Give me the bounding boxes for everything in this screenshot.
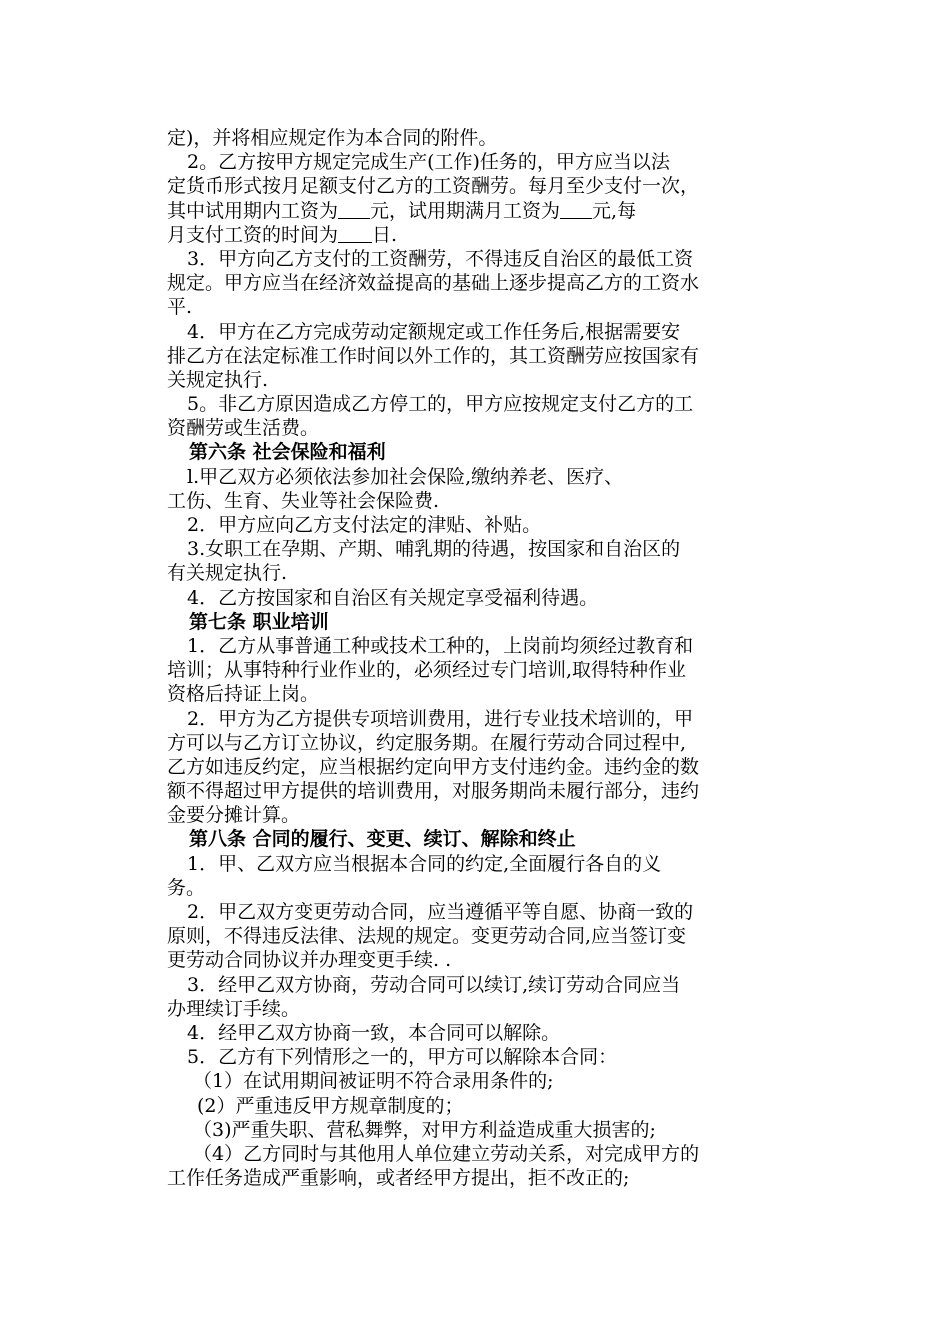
text-line: 有关规定执行. [167,562,288,585]
text-line [167,199,807,223]
text-line: 方可以与乙方订立协议，约定服务期。在履行劳动合同过程中, [167,731,687,754]
text-line: 定货币形式按月足额支付乙方的工资酬劳。每月至少支付一次， [167,175,700,198]
fill-blank-pay-day [338,224,372,243]
text-segment: 月支付工资的时间为 [167,223,339,246]
text-segment: 元,每 [592,199,637,222]
fill-blank-monthly-wage [560,200,592,219]
text-line: 原则，不得违反法律、法规的规定。变更劳动合同,应当签订变 [167,925,687,948]
text-line: 定)，并将相应规定作为本合同的附件。 [167,127,498,149]
fill-blank-trial-wage [338,200,370,219]
text-line: 工作任务造成严重影响，或者经甲方提出，拒不改正的; [167,1167,630,1190]
text-line: 乙方如违反约定，应当根据约定向甲方支付违约金。违约金的数 [167,755,700,778]
text-line: 3．甲方向乙方支付的工资酬劳，不得违反自治区的最低工资 [187,247,694,270]
text-line: 排乙方在法定标准工作时间以外工作的，其工资酬劳应按国家有 [167,344,700,367]
text-line: 平. [167,296,193,319]
text-line: 4．甲方在乙方完成劳动定额规定或工作任务后,根据需要安 [187,320,681,343]
text-line: 5．乙方有下列情形之一的，甲方可以解除本合同： [187,1046,618,1069]
text-line [167,223,807,247]
text-line: 2．甲乙双方变更劳动合同，应当遵循平等自愿、协商一致的 [187,901,694,923]
text-line: 2．甲方应向乙方支付法定的津贴、补贴。 [187,514,542,536]
section-heading: 第八条 合同的履行、变更、续订、解除和终止 [189,828,576,851]
text-segment: 元，试用期满月工资为 [370,199,561,222]
section-heading: 第七条 职业培训 [189,610,329,633]
text-line: 1．甲、乙双方应当根据本合同的约定,全面履行各自的义 [187,852,662,875]
text-line: l.甲乙双方必须依法参加社会保险,缴纳养老、医疗、 [187,465,624,488]
text-line: 额不得超过甲方提供的培训费用，对服务期尚未履行部分，违约 [167,780,700,803]
text-line: 金要分摊计算。 [167,804,301,827]
contract-text [167,126,807,1190]
text-segment: 其中试用期内工资为 [167,199,339,222]
text-line: 办理续订手续。 [167,997,301,1020]
section-heading: 第六条 社会保险和福利 [189,441,386,464]
text-line: 4．乙方按国家和自治区有关规定享受福利待遇。 [187,586,599,609]
text-line: (2）严重违反甲方规章制度的； [197,1094,464,1117]
text-line: 工伤、生育、失业等社会保险费. [167,489,440,512]
text-line: （4）乙方同时与其他用人单位建立劳动关系，对完成甲方的 [193,1142,700,1165]
text-line: 1．乙方从事普通工种或技术工种的，上岗前均须经过教育和 [187,634,694,657]
text-line: 3.女职工在孕期、产期、哺乳期的待遇，按国家和自治区的 [187,538,681,561]
text-line: 务。 [167,876,206,899]
text-line: 更劳动合同协议并办理变更手续. . [167,949,452,972]
text-line: 资酬劳或生活费。 [167,417,320,440]
text-line: 5。非乙方原因造成乙方停工的，甲方应按规定支付乙方的工 [187,393,694,416]
text-line: 2．甲方为乙方提供专项培训费用，进行专业技术培训的，甲 [187,707,694,730]
text-line: 关规定执行. [167,368,269,391]
text-line: 3．经甲乙双方协商，劳动合同可以续订,续订劳动合同应当 [187,973,681,996]
text-line: 培训；从事特种行业作业的，必须经过专门培训,取得特种作业 [167,659,687,682]
text-line: 4．经甲乙双方协商一致，本合同可以解除。 [187,1021,561,1044]
text-line: （1）在试用期间被证明不符合录用条件的; [193,1070,554,1093]
text-line: 规定。甲方应当在经济效益提高的基础上逐步提高乙方的工资水 [167,272,700,295]
text-segment: 日. [372,223,398,246]
text-line: （3)严重失职、营私舞弊，对甲方利益造成重大损害的; [193,1118,656,1141]
text-line: 资格后持证上岗。 [167,683,320,706]
text-line: 2。乙方按甲方规定完成生产(工作)任务的，甲方应当以法 [187,151,670,174]
